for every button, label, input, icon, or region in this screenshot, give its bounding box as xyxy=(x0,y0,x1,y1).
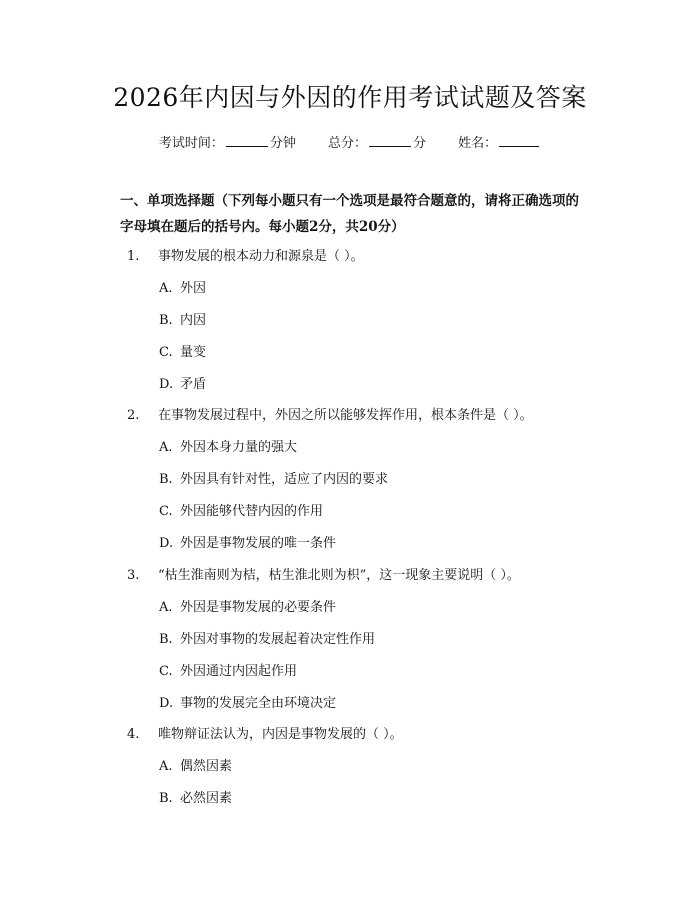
option-text: 外因 xyxy=(180,281,207,296)
option-letter: D. xyxy=(159,536,174,551)
question-1-option-d xyxy=(159,373,206,392)
option-letter: B. xyxy=(159,313,173,328)
option-text: 偶然因素 xyxy=(180,759,233,774)
total-score-field xyxy=(328,132,426,151)
question-1 xyxy=(127,245,364,264)
question-number: 3. xyxy=(127,568,140,583)
question-2 xyxy=(127,404,533,423)
question-3 xyxy=(127,564,520,583)
option-letter: A. xyxy=(159,759,173,774)
question-number: 1. xyxy=(127,249,140,264)
question-1-option-b xyxy=(159,309,206,328)
question-2-option-a xyxy=(159,436,297,455)
option-letter: B. xyxy=(159,632,173,647)
option-letter: A. xyxy=(159,600,173,615)
option-text: 外因是事物发展的必要条件 xyxy=(180,600,337,615)
question-4 xyxy=(127,723,403,742)
question-4-option-a xyxy=(159,755,232,774)
question-4-option-b xyxy=(159,787,232,806)
section-heading: 一、单项选择题（下列每小题只有一个选项是最符合题意的，请将正确选项的字母填在题后的括号内。每小题2分，共20分） xyxy=(120,193,579,235)
question-1-option-a xyxy=(159,277,206,296)
question-3-option-a xyxy=(159,596,336,615)
option-text: 量变 xyxy=(180,345,207,360)
question-text: 事物发展的根本动力和源泉是（ ）。 xyxy=(158,249,364,264)
exam-time-blank xyxy=(226,136,268,147)
option-letter: A. xyxy=(159,440,173,455)
question-number: 2. xyxy=(127,408,140,423)
total-score-blank xyxy=(369,136,411,147)
question-2-option-d xyxy=(159,532,336,551)
option-letter: D. xyxy=(159,696,174,711)
total-score-unit: 分 xyxy=(413,136,427,151)
option-text: 事物的发展完全由环境决定 xyxy=(180,696,337,711)
option-letter: C. xyxy=(159,664,173,679)
page-title: 2026年内因与外因的作用考试试题及答案 xyxy=(113,83,587,112)
option-letter: C. xyxy=(159,504,173,519)
question-1-option-c xyxy=(159,341,206,360)
option-text: 外因对事物的发展起着决定性作用 xyxy=(180,632,376,647)
exam-time-field xyxy=(159,132,296,151)
question-text: “枯生淮南则为桔，枯生淮北则为枳”，这一现象主要说明（ ）。 xyxy=(158,568,520,583)
question-text: 在事物发展过程中，外因之所以能够发挥作用，根本条件是（ ）。 xyxy=(158,408,533,423)
option-letter: B. xyxy=(159,472,173,487)
option-text: 矛盾 xyxy=(180,377,207,392)
exam-meta-line xyxy=(0,132,700,151)
name-label: 姓名： xyxy=(458,136,498,151)
option-text: 必然因素 xyxy=(180,791,233,806)
question-text: 唯物辩证法认为，内因是事物发展的（ ）。 xyxy=(158,727,403,742)
name-blank xyxy=(499,136,539,147)
question-3-option-c xyxy=(159,660,297,679)
option-text: 外因是事物发展的唯一条件 xyxy=(180,536,337,551)
question-2-option-c xyxy=(159,500,323,519)
question-number: 4. xyxy=(127,727,140,742)
option-letter: A. xyxy=(159,281,173,296)
question-2-option-b xyxy=(159,468,388,487)
exam-time-unit: 分钟 xyxy=(269,136,296,151)
total-score-label: 总分： xyxy=(327,136,367,151)
option-letter: D. xyxy=(159,377,174,392)
name-field xyxy=(458,132,541,151)
option-text: 外因通过内因起作用 xyxy=(180,664,298,679)
question-3-option-d xyxy=(159,692,336,711)
option-text: 外因本身力量的强大 xyxy=(180,440,298,455)
option-text: 内因 xyxy=(180,313,207,328)
option-letter: B. xyxy=(159,791,173,806)
exam-time-label: 考试时间： xyxy=(158,136,224,151)
question-3-option-b xyxy=(159,628,375,647)
option-letter: C. xyxy=(159,345,173,360)
option-text: 外因能够代替内因的作用 xyxy=(180,504,324,519)
option-text: 外因具有针对性，适应了内因的要求 xyxy=(180,472,389,487)
